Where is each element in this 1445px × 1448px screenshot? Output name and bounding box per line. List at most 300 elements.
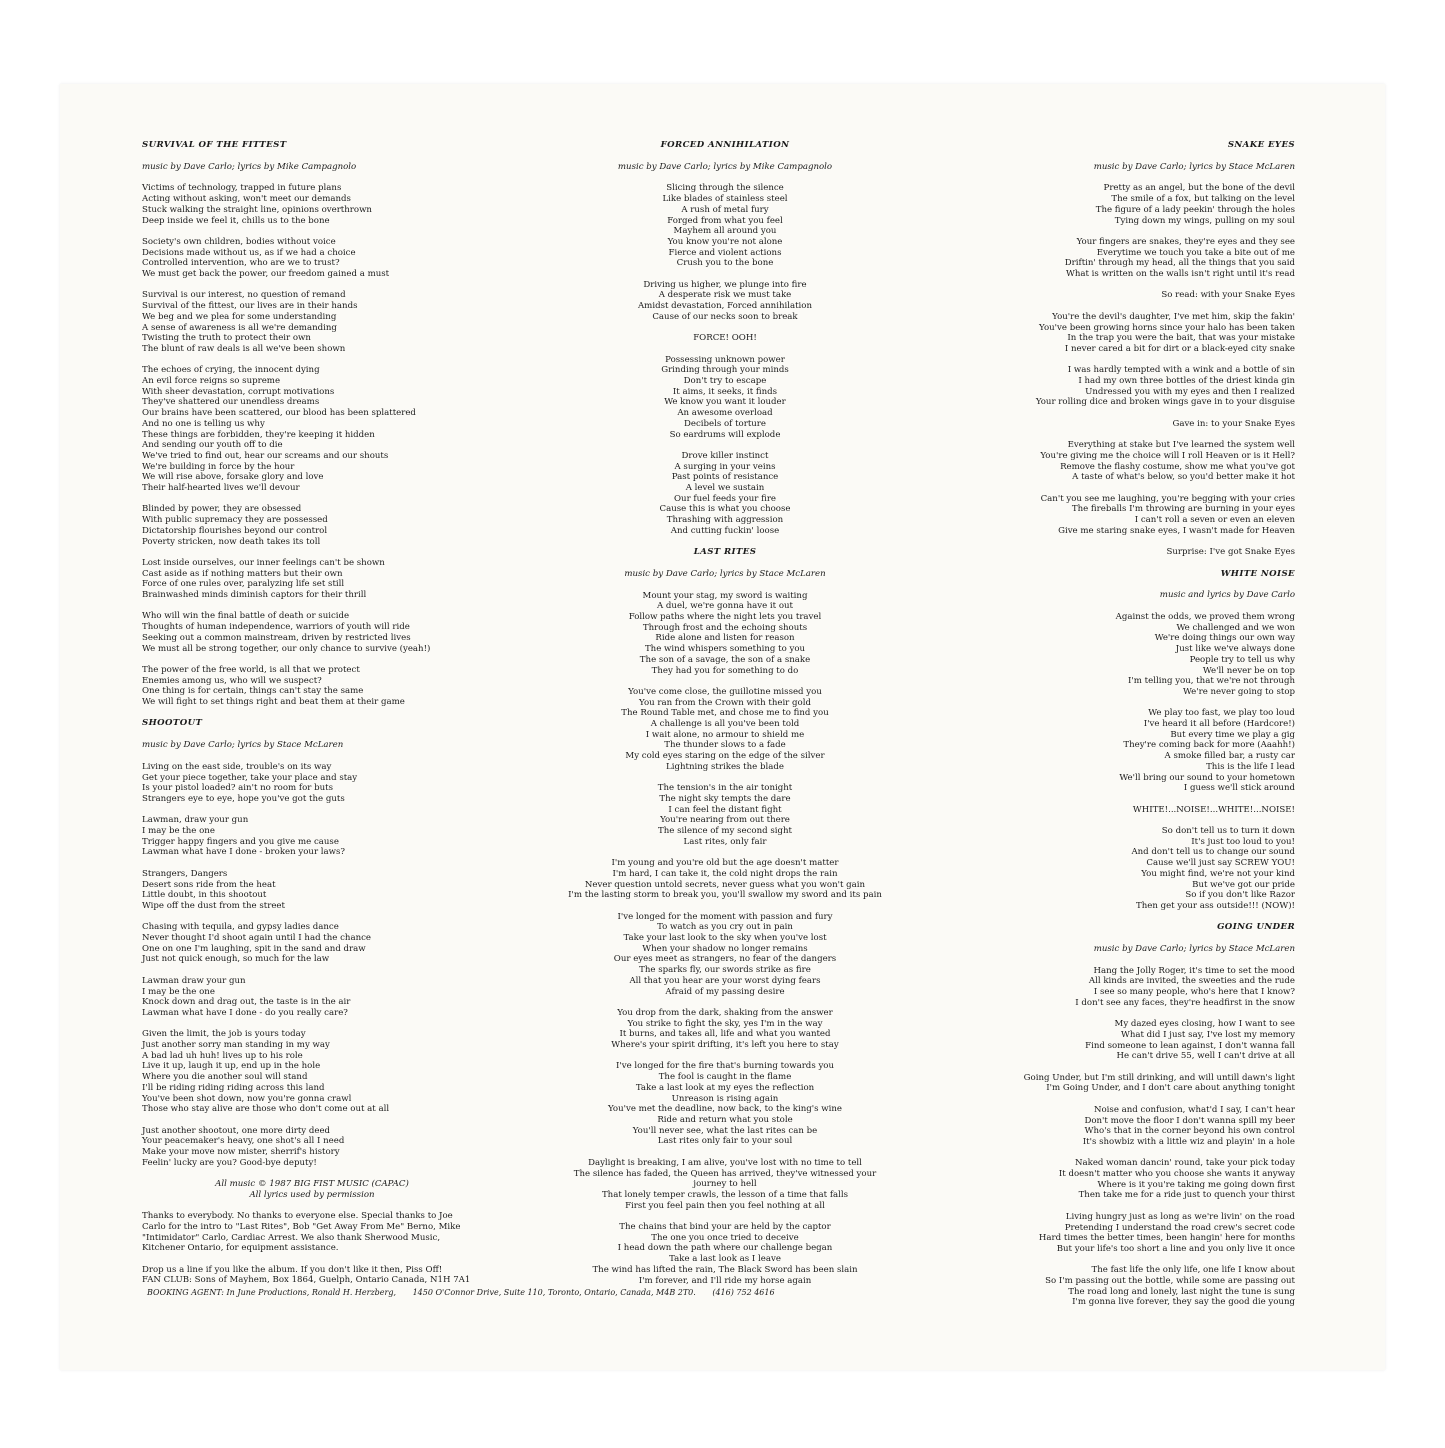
lyric-line: Their half-hearted lives we'll devour <box>142 483 300 494</box>
right-column <box>950 140 1295 1319</box>
lyric-line: The silence of my second sight <box>658 826 792 837</box>
lyric-line: You ran from the Crown with their gold <box>639 697 811 708</box>
lyric-line: My cold eyes staring on the edge of the silver <box>625 751 825 762</box>
lyric-line: When your shadow no longer remains <box>642 943 808 954</box>
lyric-stanza <box>142 815 482 858</box>
fan-club-line: FAN CLUB: Sons of Mayhem, Box 1864, Guelph, Ontario Canada, N1H 7A1 <box>142 1275 471 1286</box>
lyric-line: All kinds are invited, the sweeties and the rude <box>1088 976 1295 987</box>
lyric-line: Our brains have been scattered, our blood has been splattered <box>142 408 416 419</box>
lyric-line: Dictatorship flourishes beyond our control <box>142 525 328 536</box>
lyric-line: Find someone to lean against, I don't wanna fall <box>1085 1040 1295 1051</box>
lyric-line: Make your move now mister, sherrif's history <box>142 1147 340 1158</box>
lyric-line: Then get your ass outside!!! (NOW)! <box>1135 900 1295 911</box>
lyric-line: Through frost and the echoing shouts <box>642 622 808 633</box>
lyric-line: Just not quick enough, so much for the law <box>142 954 330 965</box>
lyric-stanza <box>142 869 482 912</box>
lyric-line: A taste of what's below, so you'd better make it hot <box>1072 472 1295 483</box>
lyric-line: Blinded by power, they are obsessed <box>142 504 302 515</box>
lyric-stanza <box>950 1019 1295 1062</box>
lyric-stanza <box>950 1265 1295 1308</box>
lyric-line: We must all be strong together, our only chance to survive (yeah!) <box>142 643 431 654</box>
lyric-line: What is written on the walls isn't right until it's read <box>1066 269 1295 280</box>
lyric-line: Your peacemaker's heavy, one shot's all I need <box>142 1136 345 1147</box>
copyright-line: All music © 1987 BIG FIST MUSIC (CAPAC) <box>215 1179 409 1190</box>
lyric-stanza <box>950 805 1295 816</box>
lyric-line: I head down the path where our challenge began <box>617 1243 833 1254</box>
lyric-line: People try to tell us why <box>1189 654 1295 665</box>
lyric-line: We beg and we plea for some understanding <box>142 311 337 322</box>
song-credit: music by Dave Carlo; lyrics by Stace McLaren <box>624 568 826 579</box>
lyric-line: The blunt of raw deals is all we've been shown <box>142 343 346 354</box>
lyric-line: Enemies among us, who will we suspect? <box>142 675 322 686</box>
lyric-stanza <box>950 290 1295 301</box>
lyric-line: Against the odds, we proved them wrong <box>1115 611 1295 622</box>
song-title: SHOOTOUT <box>142 718 203 729</box>
lyric-line: Stuck walking the straight line, opinions overthrown <box>142 204 372 215</box>
lyric-line: Daylight is breaking, I am alive, you've lost with no time to tell <box>588 1157 862 1168</box>
lyric-line: Take a last look at my eyes the reflection <box>635 1082 815 1093</box>
lyric-line: You drop from the dark, shaking from the answer <box>617 1007 833 1018</box>
lyric-line: Given the limit, the job is yours today <box>142 1029 306 1040</box>
lyric-stanza <box>142 611 482 654</box>
lyric-line: We'll never be on top <box>1202 665 1295 676</box>
lyric-line: This is the life I lead <box>1206 761 1295 772</box>
lyric-stanza <box>950 547 1295 558</box>
lyric-stanza <box>540 333 910 344</box>
lyric-line: The one you once tried to deceive <box>651 1232 799 1243</box>
lyric-line: Grinding through your minds <box>661 365 789 376</box>
lyric-stanza <box>540 355 910 441</box>
lyric-line: The figure of a lady peekin' through the holes <box>1095 204 1295 215</box>
lyric-line: In the trap you were the bait, that was your mistake <box>1067 333 1295 344</box>
lyric-line: The thunder slows to a fade <box>664 740 786 751</box>
lyric-stanza <box>142 976 482 1019</box>
lyric-line: Poverty stricken, now death takes its toll <box>142 536 321 547</box>
lyric-line: Amidst devastation, Forced annihilation <box>637 301 813 312</box>
lyric-stanza <box>540 1061 910 1147</box>
lyric-line: We're never going to stop <box>1183 686 1295 697</box>
lyric-line: The sparks fly, our swords strike as fire <box>639 965 811 976</box>
lyric-line: The Round Table met, and chose me to find you <box>621 708 829 719</box>
lyric-line: So don't tell us to turn it down <box>1161 826 1295 836</box>
lyric-line: You're nearing from out there <box>660 815 790 826</box>
lyric-line: A surging in your veins <box>674 461 776 472</box>
lyric-stanza <box>540 1222 910 1286</box>
lyric-stanza <box>950 183 1295 226</box>
lyric-line: Lost inside ourselves, our inner feelings can't be shown <box>142 557 385 568</box>
lyric-line: The road long and lonely, last night the tune is sung <box>1068 1286 1295 1297</box>
lyric-stanza <box>950 494 1295 537</box>
lyric-line: Force of one rules over, paralyzing life set still <box>142 579 345 590</box>
lyric-line: We play too fast, we play too loud <box>1148 708 1295 719</box>
song-credit: music by Dave Carlo; lyrics by Stace McLaren <box>142 740 344 751</box>
lyric-line: I'm hard, I can take it, the cold night drops the rain <box>612 868 838 879</box>
lyric-line: I'm young and you're old but the age doesn't matter <box>611 858 839 869</box>
lyric-stanza <box>950 365 1295 408</box>
lyric-line: And don't tell us to change our sound <box>1131 847 1295 858</box>
lyric-stanza <box>540 1008 910 1051</box>
lyric-line: Little doubt, in this shootout <box>142 890 267 901</box>
lyric-line: You'll never see, what the last rites can be <box>632 1125 818 1136</box>
lyric-line: Ride and return what you stole <box>657 1115 793 1125</box>
lyric-line: But we've got our pride <box>1192 879 1295 890</box>
lyric-line: Acting without asking, won't meet our demands <box>142 194 351 205</box>
lyric-line: You've met the deadline, now back, to the king's wine <box>608 1104 842 1115</box>
lyric-line: We're building in force by the hour <box>142 461 295 472</box>
lyric-line: Drove killer instinct <box>681 450 769 461</box>
lyric-line: I've longed for the fire that's burning towards you <box>615 1061 835 1072</box>
lyric-stanza <box>950 1105 1295 1148</box>
lyric-line: Seeking out a common mainstream, driven by restricted lives <box>142 632 411 643</box>
lyric-line: The fool is caught in the flame <box>658 1072 792 1083</box>
lyric-stanza <box>950 1158 1295 1201</box>
lyric-line: I was hardly tempted with a wink and a bottle of sin <box>1067 365 1295 376</box>
booking-phone: (416) 752 4616 <box>712 1288 775 1297</box>
lyric-line: Last rites, only fair <box>683 836 767 847</box>
lyric-stanza <box>950 966 1295 1009</box>
lyric-stanza <box>950 440 1295 483</box>
lyric-line: Driving us higher, we plunge into fire <box>643 279 807 290</box>
lyric-line: The power of the free world, is all that we protect <box>142 664 360 675</box>
lyric-line: The smile of a fox, but talking on the level <box>1111 194 1295 205</box>
lyric-line: We will fight to set things right and beat them at their game <box>142 697 405 708</box>
lyric-line: You strike to fight the sky, yes I'm in the way <box>627 1018 823 1029</box>
lyric-line: Strangers, Dangers <box>142 868 228 879</box>
lyric-line: Thoughts of human independence, warriors of youth will ride <box>142 622 410 633</box>
lyric-line: I may be the one <box>142 986 215 997</box>
lyric-stanza <box>142 922 482 965</box>
lyric-line: Lawman what have I done - do you really care? <box>142 1007 348 1018</box>
lyric-line: Cause of our necks soon to break <box>652 311 798 322</box>
thanks-note <box>142 1211 482 1254</box>
lyric-line: Victims of technology, trapped in future plans <box>142 183 342 194</box>
lyric-line: Mount your stag, my sword is waiting <box>642 590 808 601</box>
lyric-stanza <box>540 591 910 677</box>
lyric-line: It's showbiz with a little wiz and playin' in a hole <box>1082 1136 1295 1147</box>
booking-agent: BOOKING AGENT: In June Productions, Ronald H. Herzberg, <box>147 1288 397 1297</box>
lyric-line: Follow paths where the night lets you travel <box>628 612 822 623</box>
lyric-line: Survival is our interest, no question of remand <box>142 290 346 301</box>
lyric-line: I can't roll a seven or even an eleven <box>1134 515 1295 526</box>
lyric-line: And cutting fuckin' loose <box>670 525 780 536</box>
lyric-line: So if you don't like Razor <box>1185 890 1295 901</box>
lyric-line: I don't see any faces, they're headfirst in the snow <box>1075 997 1295 1008</box>
lyric-stanza <box>540 687 910 773</box>
fan-club-line: Drop us a line if you like the album. If you don't like it then, Piss Off! <box>142 1264 443 1275</box>
lyric-stanza <box>540 280 910 323</box>
song-credit: music by Dave Carlo; lyrics by Mike Campagnolo <box>142 161 357 172</box>
lyric-stanza <box>950 1212 1295 1255</box>
lyric-stanza <box>540 183 910 269</box>
lyric-line: The son of a savage, the son of a snake <box>639 654 811 665</box>
lyric-line: The chains that bind your are held by the captor <box>619 1222 831 1232</box>
lyric-line: A duel, we're gonna have it out <box>656 601 794 612</box>
song-section <box>540 547 910 1286</box>
lyric-line: A smoke filled bar, a rusty car <box>1164 751 1295 762</box>
song-section <box>950 569 1295 912</box>
lyric-line: A rush of metal fury <box>681 204 769 215</box>
lyric-line: Our fuel feeds your fire <box>673 493 777 504</box>
lyric-line: Trigger happy fingers and you give me cause <box>142 836 339 847</box>
lyric-stanza <box>540 451 910 537</box>
song-title: FORCED ANNIHILATION <box>660 140 790 150</box>
lyric-line: I'm telling you, that we're not through <box>1128 676 1295 687</box>
lyric-line: FORCE! OOH! <box>693 333 757 344</box>
lyric-line: Everytime we touch you take a bite out of me <box>1096 247 1295 258</box>
lyric-line: The silence has faded, the Queen has arrived, they've witnessed your <box>573 1168 877 1179</box>
lyric-stanza <box>142 558 482 601</box>
lyric-line: You've been shot down, now you're gonna crawl <box>142 1093 352 1104</box>
lyric-line: Take a last look as I leave <box>669 1254 781 1265</box>
lyric-line: Take your last look to the sky when you've lost <box>623 933 827 944</box>
lyric-line: I guess we'll stick around <box>1183 783 1295 794</box>
lyric-line: Mayhem all around you <box>673 226 777 237</box>
lyric-line: I've longed for the moment with passion and fury <box>617 911 833 922</box>
lyric-line: Get your piece together, take your place and stay <box>142 772 358 783</box>
lyric-line: Who will win the final battle of death or suicide <box>142 611 350 622</box>
lyric-line: Pretending I understand the road crew's secret code <box>1064 1222 1295 1233</box>
lyric-stanza <box>950 1073 1295 1094</box>
song-credit: music by Dave Carlo; lyrics by Stace McLaren <box>1093 944 1295 955</box>
lyric-line: Live it up, laugh it up, end up in the hole <box>142 1061 321 1072</box>
lyric-line: Your rolling dice and broken wings gave in to your disguise <box>1035 397 1295 408</box>
lyric-line: Can't you see me laughing, you're begging with your cries <box>1040 493 1295 504</box>
song-title: LAST RITES <box>693 547 757 558</box>
copyright-line: All lyrics used by permission <box>249 1189 375 1200</box>
lyric-line: We will rise above, forsake glory and love <box>142 472 324 483</box>
lyric-line: Chasing with tequila, and gypsy ladies dance <box>142 922 339 933</box>
lyric-stanza <box>540 912 910 998</box>
lyric-line: The night sky tempts the dare <box>659 793 791 804</box>
lyric-line: I never cared a bit for dirt or a black-eyed city snake <box>1064 343 1295 354</box>
lyric-line: He can't drive 55, well I can't drive at all <box>1116 1051 1295 1062</box>
lyric-line: Afraid of my passing desire <box>665 986 785 997</box>
lyric-stanza <box>950 708 1295 794</box>
lyric-line: You might find, we're not your kind <box>1141 868 1295 879</box>
lyric-line: I'm gonna live forever, they say the good die young <box>1072 1297 1295 1308</box>
lyric-stanza <box>142 504 482 547</box>
lyric-line: We'll bring our sound to your hometown <box>1119 772 1295 783</box>
lyric-line: You're giving me the choice will I roll Heaven or is it Hell? <box>1040 450 1295 461</box>
lyric-line: First you feel pain then you feel nothing at all <box>625 1200 825 1211</box>
lyric-line: An awesome overload <box>677 408 773 419</box>
lyric-stanza <box>142 1029 482 1115</box>
lyric-line: Hard times the better times, been hangin' here for months <box>1038 1233 1295 1244</box>
lyric-line: To watch as you cry out in pain <box>657 922 793 933</box>
lyric-line: It aims, it seeks, it finds <box>672 386 778 397</box>
lyric-line: My dazed eyes closing, how I want to see <box>1114 1019 1295 1030</box>
lyric-line: Hang the Jolly Roger, it's time to set the mood <box>1093 965 1295 976</box>
lyric-line: Living on the east side, trouble's on its way <box>142 761 332 772</box>
lyric-line: That lonely temper crawls, the lesson of a time that falls <box>601 1189 849 1200</box>
lyric-line: With public supremacy they are possessed <box>142 515 328 526</box>
lyric-line: Never question untold secrets, never guess what you won't gain <box>584 879 866 890</box>
lyric-line: Going Under, but I'm still drinking, and will untill dawn's light <box>1023 1072 1295 1083</box>
lyric-line: The tension's in the air tonight <box>657 783 793 794</box>
lyric-line: One thing is for certain, things can't stay the same <box>142 686 364 697</box>
lyric-line: Lawman, draw your gun <box>142 815 249 826</box>
lyric-line: And sending our youth off to die <box>142 440 283 451</box>
lyric-line: We challenged and we won <box>1176 622 1295 633</box>
lyric-stanza <box>142 237 482 280</box>
lyric-line: Cause this is what you choose <box>659 504 791 515</box>
song-section <box>950 140 1295 558</box>
song-title: WHITE NOISE <box>1220 568 1295 579</box>
lyric-stanza <box>950 237 1295 280</box>
song-title: GOING UNDER <box>1217 922 1295 933</box>
lyric-line: They had you for something to do <box>651 665 799 676</box>
lyric-line: Pretty as an angel, but the bone of the devil <box>1103 183 1295 194</box>
thanks-line: Thanks to everybody. No thanks to everyone else. Special thanks to Joe <box>142 1211 453 1222</box>
lyric-line: They're coming back for more (Aaahh!) <box>1123 740 1295 751</box>
lyric-stanza <box>142 290 482 354</box>
lyric-line: Where you die another soul will stand <box>142 1072 308 1083</box>
lyric-line: Just like we've always done <box>1175 644 1295 655</box>
lyric-line: Society's own children, bodies without voice <box>142 236 336 247</box>
lyric-line: One on one I'm laughing, spit in the sand and draw <box>142 943 366 954</box>
lyric-line: You're the devil's daughter, I've met him, skip the fakin' <box>1052 311 1295 322</box>
lyric-line: Your fingers are snakes, they're eyes and they see <box>1076 236 1295 247</box>
lyric-line: Deep inside we feel it, chills us to the bone <box>142 215 330 226</box>
lyric-line: Everything at stake but I've learned the system well <box>1067 440 1295 451</box>
lyric-line: I had my own three bottles of the driest kinda gin <box>1078 376 1295 386</box>
lyric-line: Desert sons ride from the heat <box>142 879 276 890</box>
lyric-line: A bad lad uh huh! lives up to his role <box>142 1050 303 1061</box>
lyric-stanza <box>142 183 482 226</box>
lyric-line: So eardrums will explode <box>669 429 781 440</box>
fan-club-note <box>142 1265 482 1286</box>
lyric-line: Surprise: I've got Snake Eyes <box>1166 547 1295 558</box>
lyric-line: So read: with your Snake Eyes <box>1161 290 1295 301</box>
song-title: SNAKE EYES <box>1227 140 1295 150</box>
lyric-line: Feelin' lucky are you? Good-bye deputy! <box>142 1157 317 1168</box>
lyric-stanza <box>142 365 482 493</box>
lyric-line: Gave in: to your Snake Eyes <box>1172 418 1295 429</box>
song-credit: music and lyrics by Dave Carlo <box>1159 590 1295 601</box>
lyric-line: But your life's too short a line and you only live it once <box>1056 1243 1295 1254</box>
lyric-line: Who's that in the corner beyond his own control <box>1084 1126 1295 1137</box>
lyric-line: Driftin' through my head, all the things that you said <box>1064 258 1295 269</box>
lyric-line: Undressed you with my eyes and then I realized <box>1085 386 1295 397</box>
lyric-line: Strangers eye to eye, hope you've got the guts <box>142 793 345 804</box>
lyric-line: A desperate risk we must take <box>658 290 792 301</box>
lyric-line: Living hungry just as long as we're livin' on the road <box>1065 1211 1295 1222</box>
lyric-line: A challenge is all you've been told <box>650 719 800 730</box>
lyric-line: Twisting the truth to protect their own <box>142 333 311 344</box>
lyric-stanza <box>142 762 482 805</box>
lyric-line: Decisions made without us, as if we had a choice <box>142 247 356 258</box>
lyric-line: Don't try to escape <box>683 376 767 387</box>
thanks-line: Kitchener Ontario, for equipment assistance. <box>142 1243 339 1254</box>
lyric-stanza <box>950 312 1295 355</box>
lyric-line: Naked woman dancin' round, take your pick today <box>1074 1158 1295 1169</box>
lyric-line: Lawman what have I done - broken your laws? <box>142 847 346 858</box>
lyric-line: I'm the lasting storm to break you, you'll swallow my sword and its pain <box>568 890 882 901</box>
lyric-line: journey to hell <box>693 1179 757 1190</box>
lyric-line: Last rites only fair to your soul <box>657 1136 793 1147</box>
lyric-line: You've come close, the guillotine missed you <box>628 686 822 697</box>
lyric-line: And no one is telling us why <box>142 418 265 429</box>
lyric-line: Give me staring snake eyes, I wasn't made for Heaven <box>1058 525 1295 536</box>
lyric-line: What did I just say, I've lost my memory <box>1121 1029 1295 1040</box>
lyric-line: Those who stay alive are those who don't come out at all <box>142 1104 390 1115</box>
lyric-line: But every time we play a gig <box>1170 729 1295 740</box>
lyric-line: Wipe off the dust from the street <box>142 900 285 911</box>
lyric-line: Slicing through the silence <box>666 183 784 194</box>
left-column <box>142 140 482 1297</box>
lyric-line: Cause we'll just say SCREW YOU! <box>1146 858 1295 869</box>
lyric-line: Just another shootout, one more dirty deed <box>142 1125 331 1136</box>
lyric-line: These things are forbidden, they're keeping it hidden <box>142 429 375 440</box>
lyric-line: Controlled intervention, who are we to trust? <box>142 258 340 269</box>
lyric-line: The echoes of crying, the innocent dying <box>142 365 320 376</box>
lyric-line: Ride alone and listen for reason <box>655 633 795 644</box>
lyric-line: Survival of the fittest, our lives are in their hands <box>142 301 358 312</box>
lyric-line: With sheer devastation, corrupt motivations <box>142 386 335 397</box>
lyric-line: Lightning strikes the blade <box>666 761 784 772</box>
thanks-line: Carlo for the intro to "Last Rites", Bob "Get Away From Me" Berno, Mike <box>142 1221 461 1232</box>
lyric-line: Forged from what you feel <box>667 215 783 226</box>
lyric-line: Knock down and drag out, the taste is in the air <box>142 997 351 1008</box>
lyric-line: You've been growing horns since your halo has been taken <box>1039 322 1295 333</box>
lyric-line: I'll be riding riding riding across this land <box>142 1082 325 1093</box>
lyric-line: All that you hear are your worst dying fears <box>629 975 821 986</box>
lyric-line: I've heard it all before (Hardcore!) <box>1143 719 1295 729</box>
lyric-stanza <box>950 826 1295 912</box>
lyric-line: The wind has lifted the rain, The Black Sword has been slain <box>592 1264 858 1275</box>
thanks-line: "Intimidator" Carlo, Cardiac Arrest. We also thank Sherwood Music, <box>142 1232 441 1243</box>
lyric-line: I'm Going Under, and I don't care about anything tonight <box>1046 1083 1295 1094</box>
lyric-line: Remove the flashy costume, show me what you've got <box>1060 461 1295 472</box>
lyric-line: We must get back the power, our freedom gained a must <box>142 269 390 280</box>
lyric-line: They've shattered our unendless dreams <box>142 397 320 408</box>
lyric-stanza <box>950 612 1295 698</box>
lyric-line: Thrashing with aggression <box>666 515 784 526</box>
lyric-line: We've tried to find out, hear our screams and our shouts <box>142 450 389 461</box>
lyric-line: It burns, and takes all, life and what you wanted <box>619 1029 831 1040</box>
lyric-line: So I'm passing out the bottle, while some are passing out <box>1045 1276 1295 1287</box>
lyric-line: Where is it you're taking me going down first <box>1097 1179 1295 1190</box>
lyric-line: The wind whispers something to you <box>644 644 806 655</box>
booking-info <box>147 1288 789 1297</box>
lyric-line: I may be the one <box>142 826 215 837</box>
lyric-line: We know you want it louder <box>664 397 786 408</box>
lyric-line: Crush you to the bone <box>676 258 774 269</box>
center-column <box>540 140 910 1297</box>
lyric-stanza <box>540 783 910 847</box>
song-credit: music by Dave Carlo; lyrics by Stace McLaren <box>1093 161 1295 172</box>
lyric-stanza <box>540 858 910 901</box>
lyric-line: Then take me for a ride just to quench your thirst <box>1078 1190 1295 1201</box>
lyric-line: It's just too loud to you! <box>1191 836 1295 847</box>
copyright-notice <box>142 1179 482 1200</box>
lyric-line: Never thought I'd shoot again until I had the chance <box>142 933 372 944</box>
lyric-stanza <box>540 1158 910 1212</box>
song-section <box>950 922 1295 1308</box>
booking-address: 1450 O'Connor Drive, Suite 110, Toronto, Ontario, Canada, M4B 2T0. <box>412 1288 696 1297</box>
song-section <box>142 718 482 1168</box>
lyric-line: A sense of awareness is all we're demanding <box>142 322 337 333</box>
lyric-line: I wait alone, no armour to shield me <box>645 729 805 740</box>
lyric-line: The fireballs I'm throwing are burning in your eyes <box>1071 504 1295 515</box>
lyric-line: Lawman draw your gun <box>142 975 246 986</box>
lyric-line: I'm forever, and I'll ride my horse again <box>638 1275 812 1286</box>
lyric-line: Like blades of stainless steel <box>662 194 788 205</box>
lyric-line: I can feel the distant fight <box>668 804 782 815</box>
lyric-line: Just another sorry man standing in my way <box>142 1040 330 1051</box>
lyric-line: Is your pistol loaded? ain't no room for buts <box>142 783 334 794</box>
song-section <box>540 140 910 537</box>
